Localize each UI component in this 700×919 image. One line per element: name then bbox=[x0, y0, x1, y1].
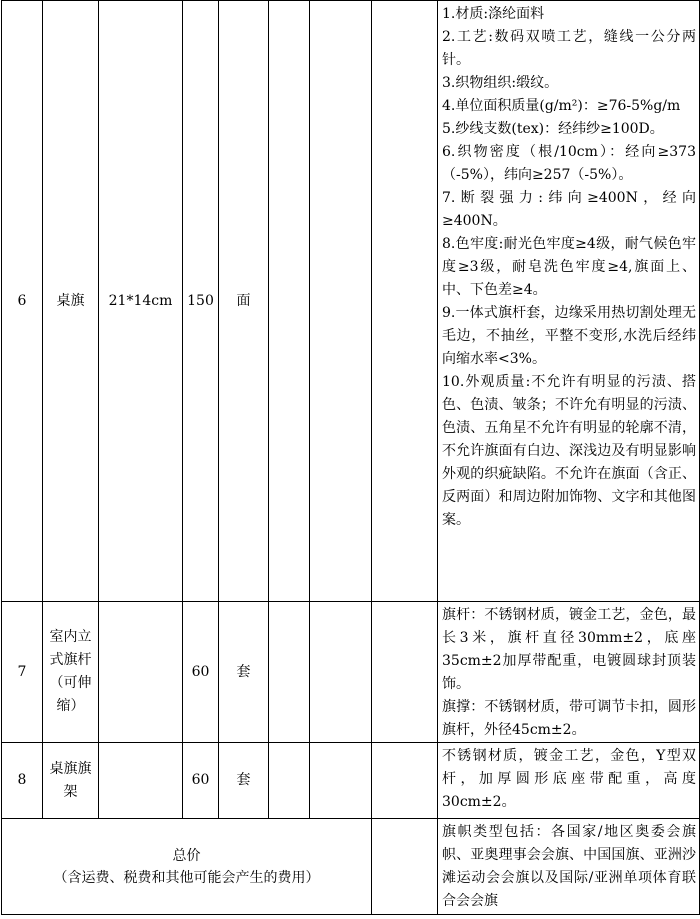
item-blank bbox=[372, 743, 438, 819]
item-qty: 60 bbox=[183, 743, 219, 819]
total-requirements: 旗帜类型包括：各国家/地区奥委会旗帜、亚奥理事会会旗、中国国旗、亚洲沙滩运动会会旗以及国际/亚洲单项体育联合会会旗 bbox=[438, 819, 700, 915]
table-row-7 bbox=[2, 602, 700, 743]
item-amount bbox=[310, 743, 372, 819]
item-spec: 21*14cm bbox=[99, 1, 183, 602]
item-price bbox=[269, 743, 310, 819]
requirement-line: 9.一体式旗杆套，边缘采用热切割处理无毛边，不抽丝，平整不变形,水洗后经纬向缩水率<3%。 bbox=[442, 305, 696, 367]
procurement-table bbox=[1, 0, 700, 915]
item-name: 室内立式旗杆（可伸缩） bbox=[43, 602, 99, 743]
item-requirements bbox=[438, 1, 700, 602]
item-price bbox=[269, 602, 310, 743]
total-note: （含运费、税费和其他可能会产生的费用） bbox=[53, 869, 320, 886]
item-spec bbox=[99, 743, 183, 819]
total-label: 总价 bbox=[172, 847, 201, 864]
row-index: 7 bbox=[2, 602, 43, 743]
requirement-line: 5.纱线支数(tex)：经纬纱≥100D。 bbox=[442, 121, 664, 137]
requirement-line: 2.工艺:数码双喷工艺，缝线一公分两针。 bbox=[442, 29, 696, 68]
requirement-line: 不锈钢材质，镀金工艺，金色，Y型双杆，加厚圆形底座带配重，高度30cm±2。 bbox=[442, 748, 696, 810]
requirement-line: 6.织物密度（根/10cm）：经向≥373（-5%），纬向≥257（-5%）。 bbox=[442, 144, 696, 183]
item-requirements bbox=[438, 743, 700, 819]
item-amount bbox=[310, 1, 372, 602]
item-blank bbox=[372, 1, 438, 602]
item-name: 桌旗 bbox=[43, 1, 99, 602]
item-name: 桌旗旗架 bbox=[43, 743, 99, 819]
item-unit: 套 bbox=[219, 602, 269, 743]
requirement-line: 3.织物组织:缎纹。 bbox=[442, 75, 559, 91]
item-spec bbox=[99, 602, 183, 743]
item-unit: 面 bbox=[219, 1, 269, 602]
requirement-line: 10.外观质量:不允许有明显的污渍、搭色、色渍、皱条；不许允有明显的污渍、色渍、五角星不允许有明显的轮廓不清，不允许旗面有白边、深浅边及有明显影响外观的织疵缺陷。不允许在旗面（含正、反两面）和周边附加饰物、文字和其他图案。 bbox=[442, 374, 696, 528]
requirement-line: 旗杆：不锈钢材质，镀金工艺，金色，最长3米，旗杆直径30mm±2，底座35cm±2加厚带配重，电镀圆球封顶装饰。 bbox=[442, 607, 696, 692]
table-row-8 bbox=[2, 743, 700, 819]
row-index: 8 bbox=[2, 743, 43, 819]
item-price bbox=[269, 1, 310, 602]
item-amount bbox=[310, 602, 372, 743]
item-unit: 套 bbox=[219, 743, 269, 819]
requirement-line: 1.材质:涤纶面料 bbox=[442, 6, 545, 22]
item-qty: 150 bbox=[183, 1, 219, 602]
requirement-line: 7.断裂强力:纬向≥400N，经向≥400N。 bbox=[442, 190, 696, 229]
requirement-line: 8.色牢度:耐光色牢度≥4级，耐气候色牢度≥3级，耐皂洗色牢度≥4,旗面上、中、下色差≥4。 bbox=[442, 236, 696, 298]
item-blank bbox=[372, 602, 438, 743]
table-row-6 bbox=[2, 1, 700, 602]
row-index: 6 bbox=[2, 1, 43, 602]
total-row bbox=[2, 819, 700, 915]
requirement-line: 旗撑：不锈钢材质，带可调节卡扣，圆形旗杆，外径45cm±2。 bbox=[442, 699, 696, 738]
item-qty: 60 bbox=[183, 602, 219, 743]
item-requirements bbox=[438, 602, 700, 743]
total-label-cell bbox=[2, 819, 372, 915]
total-amount bbox=[372, 819, 438, 915]
requirement-line: 4.单位面积质量(g/m²)：≥76-5%g/m bbox=[442, 98, 681, 114]
